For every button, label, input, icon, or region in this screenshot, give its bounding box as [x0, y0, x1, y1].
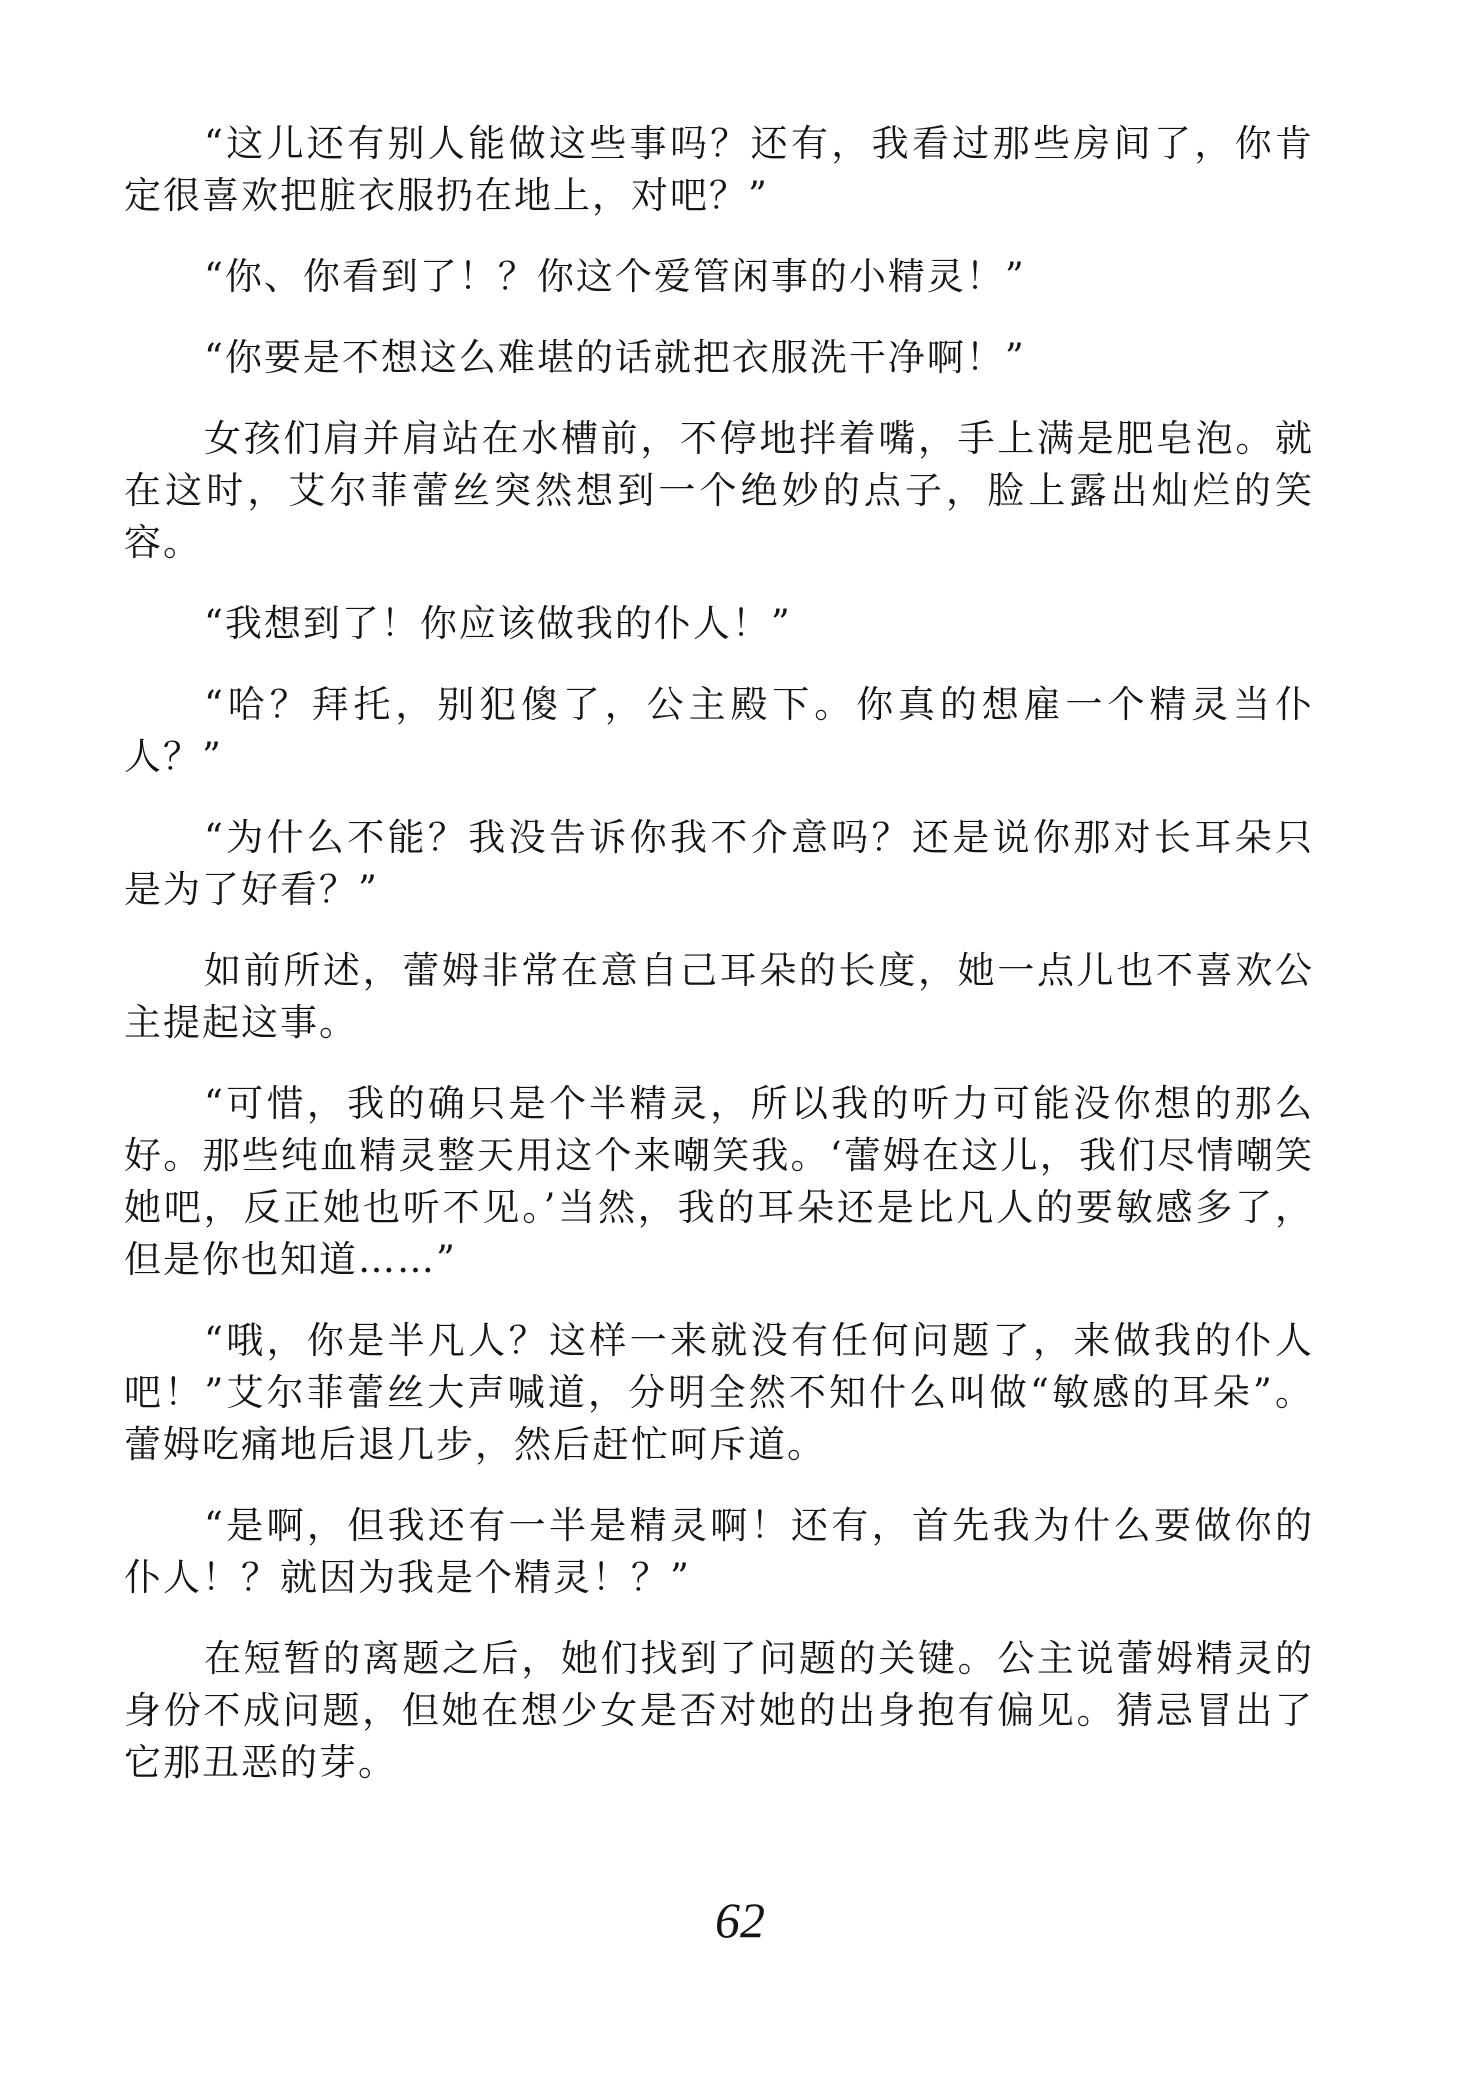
paragraph: 女孩们肩并肩站在水槽前，不停地拌着嘴，手上满是肥皂泡。就在这时，艾尔菲蕾丝突然想到一个绝妙的点子，脸上露出灿烂的笑容。 [124, 417, 1314, 564]
paragraph: “是啊，但我还有一半是精灵啊！还有，首先我为什么要做你的仆人！？就因为我是个精灵！？” [124, 1504, 1314, 1599]
paragraph: “这儿还有别人能做这些事吗？还有，我看过那些房间了，你肯定很喜欢把脏衣服扔在地上，对吧？” [124, 122, 1314, 217]
paragraph: 在短暂的离题之后，她们找到了问题的关键。公主说蕾姆精灵的身份不成问题，但她在想少女是否对她的出身抱有偏见。猜忌冒出了它那丑恶的芽。 [124, 1637, 1314, 1784]
paragraph: “你要是不想这么难堪的话就把衣服洗干净啊！” [204, 336, 1026, 379]
body-text [124, 118, 1314, 1818]
paragraph: “为什么不能？我没告诉你我不介意吗？还是说你那对长耳朵只是为了好看？” [124, 816, 1314, 911]
paragraph: 如前所述，蕾姆非常在意自己耳朵的长度，她一点儿也不喜欢公主提起这事。 [124, 949, 1314, 1044]
paragraph: “你、你看到了！？你这个爱管闲事的小精灵！” [204, 255, 1026, 298]
paragraph: “哈？拜托，别犯傻了，公主殿下。你真的想雇一个精灵当仆人？” [124, 683, 1314, 778]
paragraph: “可惜，我的确只是个半精灵，所以我的听力可能没你想的那么好。那些纯血精灵整天用这个来嘲笑我。‘蕾姆在这儿，我们尽情嘲笑她吧，反正她也听不见。’当然，我的耳朵还是比凡人的要敏感多了，但是你也知道……” [124, 1082, 1314, 1281]
paragraph: “我想到了！你应该做我的仆人！” [204, 602, 792, 645]
page-number: 62 [715, 1892, 765, 1948]
paragraph: “哦，你是半凡人？这样一来就没有任何问题了，来做我的仆人吧！”艾尔菲蕾丝大声喊道，分明全然不知什么叫做“敏感的耳朵”。蕾姆吃痛地后退几步，然后赶忙呵斥道。 [124, 1319, 1314, 1466]
